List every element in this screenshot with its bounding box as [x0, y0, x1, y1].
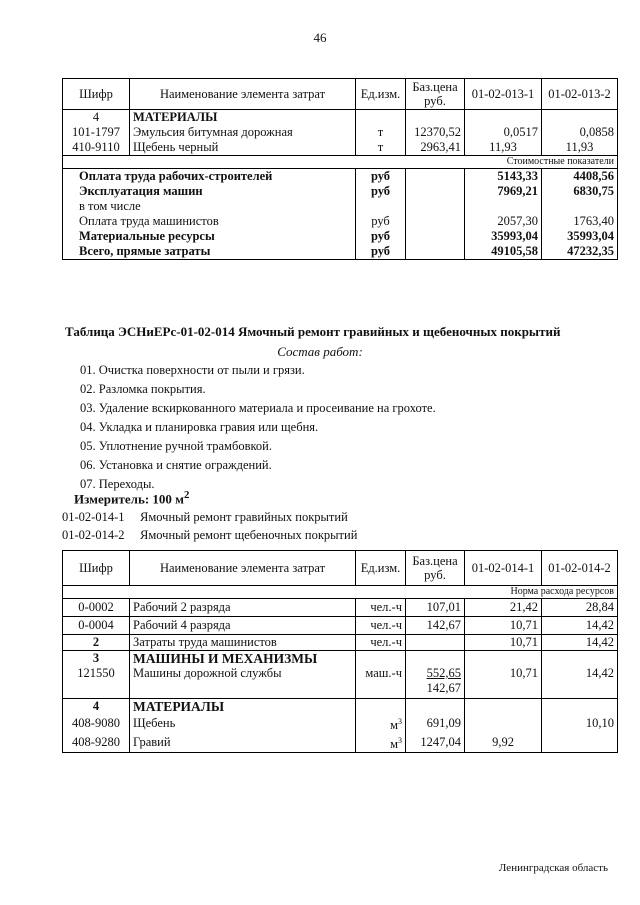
code-line [62, 508, 357, 526]
row-unit-sup: 3 [398, 717, 402, 726]
row-value-2: 14,42 [542, 635, 618, 651]
col-header-price: Баз.цена руб. [406, 79, 465, 110]
cost-row [63, 214, 618, 229]
cost-value-1: 35993,04 [465, 229, 542, 244]
cost-name: Оплата труда машинистов [63, 214, 356, 229]
list-item: 06. Установка и снятие ограждений. [80, 458, 272, 472]
row-name: Затраты труда машинистов [130, 635, 356, 651]
row-name: Щебень черный [130, 140, 356, 156]
meter-line [74, 489, 189, 507]
list-item: 05. Уплотнение ручной трамбовкой. [80, 439, 272, 453]
cost-unit: руб [356, 184, 406, 199]
row-code: 408-9280 [63, 733, 130, 753]
row-value-1: 10,71 [465, 666, 542, 699]
row-price [406, 635, 465, 651]
code-id: 01-02-014-1 [62, 510, 125, 524]
cost-value-2: 35993,04 [542, 229, 618, 244]
code-list [62, 508, 357, 544]
cost-value-1: 49105,58 [465, 244, 542, 260]
cost-value-1: 7969,21 [465, 184, 542, 199]
row-value-1: 9,92 [465, 733, 542, 753]
table-row [63, 635, 618, 651]
cost-value-1: 5143,33 [465, 169, 542, 185]
section-row [63, 110, 618, 126]
row-price-cell [406, 666, 465, 699]
section-number: 3 [63, 651, 130, 667]
col-header-unit: Ед.изм. [356, 79, 406, 110]
cost-row [63, 229, 618, 244]
col-header-unit: Ед.изм. [356, 551, 406, 586]
meter-label: Измеритель: 100 м [74, 491, 185, 507]
row-price-1: 552,65 [426, 666, 461, 680]
cost-header: Стоимостные показатели [63, 156, 618, 169]
col-header-price: Баз.цена руб. [406, 551, 465, 586]
row-value-2: 10,10 [542, 714, 618, 733]
row-code: 0-0002 [63, 599, 130, 617]
row-name: Гравий [130, 733, 356, 753]
col-header-code: Шифр [63, 79, 130, 110]
row-value-1 [465, 714, 542, 733]
row-value-2: 14,42 [542, 666, 618, 699]
row-name: Рабочий 2 разряда [130, 599, 356, 617]
cost-value-1: 2057,30 [465, 214, 542, 229]
table-01-02-014 [62, 550, 618, 753]
cost-header-row [63, 156, 618, 169]
cost-name: Эксплуатация машин [63, 184, 356, 199]
row-unit: чел.-ч [356, 617, 406, 635]
section-number: 4 [63, 699, 130, 715]
col-header-code: Шифр [63, 551, 130, 586]
row-price: 1247,04 [406, 733, 465, 753]
row-code: 121550 [63, 666, 130, 699]
row-code: 0-0004 [63, 617, 130, 635]
col-header-name: Наименование элемента затрат [130, 79, 356, 110]
norm-header: Норма расхода ресурсов [63, 586, 618, 599]
table-row [63, 666, 618, 699]
cost-name: Оплата труда рабочих-строителей [63, 169, 356, 185]
table-row [63, 617, 618, 635]
cost-unit: руб [356, 214, 406, 229]
row-unit: чел.-ч [356, 599, 406, 617]
row-name: Щебень [130, 714, 356, 733]
section-title: МАТЕРИАЛЫ [130, 699, 356, 715]
work-list [80, 361, 436, 494]
cost-value-2: 4408,56 [542, 169, 618, 185]
norm-header-row [63, 586, 618, 599]
row-unit-sup: 3 [398, 736, 402, 746]
cost-row [63, 199, 618, 214]
row-price: 2963,41 [406, 140, 465, 156]
row-value-2 [542, 733, 618, 753]
section-title: МАТЕРИАЛЫ [130, 110, 356, 126]
row-unit: чел.-ч [356, 635, 406, 651]
table-row [63, 125, 618, 140]
row-unit-cell [356, 714, 406, 733]
row-unit: м [390, 737, 398, 752]
row-code: 2 [63, 635, 130, 651]
row-name: Рабочий 4 разряда [130, 617, 356, 635]
col-header-name: Наименование элемента затрат [130, 551, 356, 586]
code-desc: Ямочный ремонт гравийных покрытий [140, 510, 348, 524]
col-header-norm-1: 01-02-013-1 [465, 79, 542, 110]
row-unit: маш.-ч [356, 666, 406, 699]
cost-unit: руб [356, 244, 406, 260]
cost-value-2: 1763,40 [542, 214, 618, 229]
cost-row [63, 244, 618, 260]
col-header-norm-2: 01-02-014-2 [542, 551, 618, 586]
col-header-norm-1: 01-02-014-1 [465, 551, 542, 586]
table-row [63, 140, 618, 156]
section-number: 4 [63, 110, 130, 126]
row-unit: м [390, 718, 398, 733]
cost-name: в том числе [63, 199, 356, 214]
row-value-2: 28,84 [542, 599, 618, 617]
section-title: МАШИНЫ И МЕХАНИЗМЫ [130, 651, 356, 667]
code-line [62, 526, 357, 544]
row-price: 12370,52 [406, 125, 465, 140]
row-unit: т [356, 140, 406, 156]
row-name: Машины дорожной службы [130, 666, 356, 699]
table-header-row [63, 551, 618, 586]
list-item: 01. Очистка поверхности от пыли и грязи. [80, 363, 305, 377]
row-unit: т [356, 125, 406, 140]
cost-name: Материальные ресурсы [63, 229, 356, 244]
row-price-2: 142,67 [426, 681, 461, 695]
list-item: 04. Укладка и планировка гравия или щебня. [80, 420, 319, 434]
row-value-2: 14,42 [542, 617, 618, 635]
section-row [63, 699, 618, 715]
row-value-1: 10,71 [465, 635, 542, 651]
cost-row [63, 169, 618, 185]
row-value-1: 21,42 [465, 599, 542, 617]
table-01-02-013 [62, 78, 618, 260]
cost-name: Всего, прямые затраты [63, 244, 356, 260]
table-row [63, 733, 618, 753]
row-value-1: 0,0517 [465, 125, 542, 140]
row-unit-cell [356, 733, 406, 753]
row-code: 101-1797 [63, 125, 130, 140]
footer-region: Ленинградская область [498, 862, 608, 874]
table-header-row [63, 79, 618, 110]
cost-row [63, 184, 618, 199]
composition-title: Состав работ: [277, 344, 363, 359]
page-number: 46 [313, 30, 327, 45]
list-item: 07. Переходы. [80, 477, 155, 491]
row-code: 410-9110 [63, 140, 130, 156]
section-row [63, 651, 618, 667]
col-header-norm-2: 01-02-013-2 [542, 79, 618, 110]
row-price: 107,01 [406, 599, 465, 617]
code-id: 01-02-014-2 [62, 528, 125, 542]
row-price: 142,67 [406, 617, 465, 635]
code-desc: Ямочный ремонт щебеночных покрытий [140, 528, 358, 542]
cost-value-2: 47232,35 [542, 244, 618, 260]
table-row [63, 599, 618, 617]
row-value-1: 10,71 [465, 617, 542, 635]
row-code: 408-9080 [63, 714, 130, 733]
row-value-2: 11,93 [542, 140, 618, 156]
list-item: 02. Разломка покрытия. [80, 382, 206, 396]
row-value-1: 11,93 [465, 140, 542, 156]
cost-unit: руб [356, 169, 406, 185]
table-row [63, 714, 618, 733]
row-value-2: 0,0858 [542, 125, 618, 140]
cost-value-2: 6830,75 [542, 184, 618, 199]
cost-unit: руб [356, 229, 406, 244]
list-item: 03. Удаление вскиркованного материала и просеивание на грохоте. [80, 401, 436, 415]
meter-sup: 2 [184, 489, 190, 501]
row-name: Эмульсия битумная дорожная [130, 125, 356, 140]
table-caption: Таблица ЭСНиЕРс-01-02-014 Ямочный ремонт гравийных и щебеночных покрытий [65, 324, 561, 339]
row-price: 691,09 [406, 714, 465, 733]
